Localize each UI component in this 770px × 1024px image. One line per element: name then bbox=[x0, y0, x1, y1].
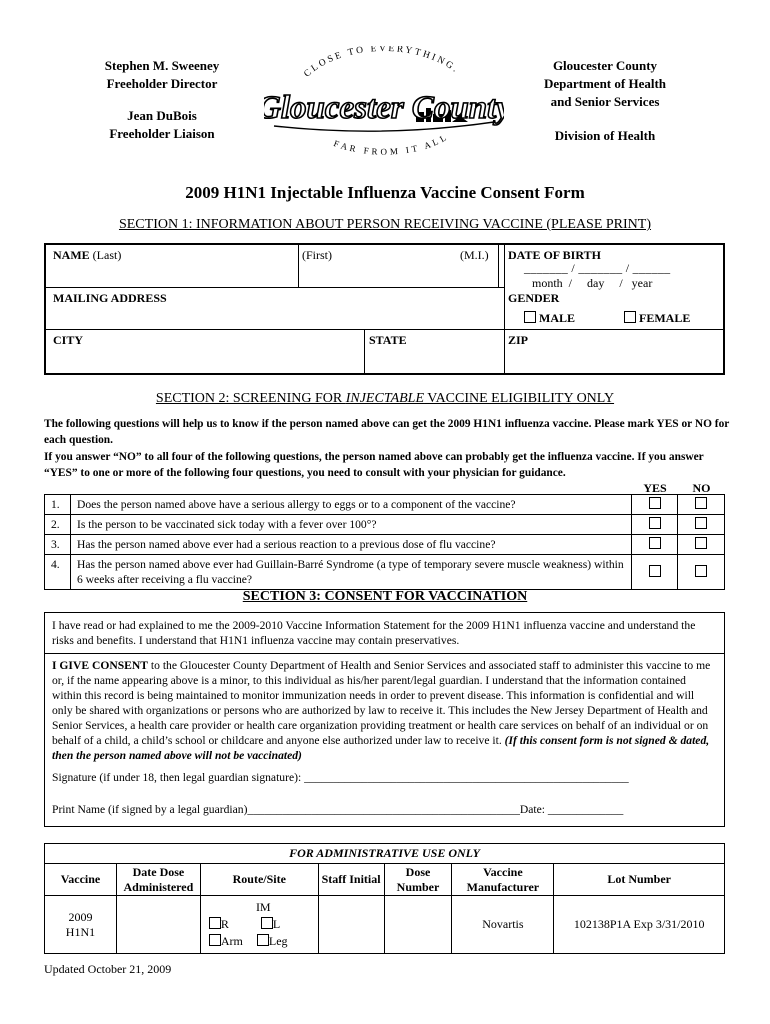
mailing-address-label: MAILING ADDRESS bbox=[53, 291, 167, 305]
name-mi-field[interactable] bbox=[460, 248, 489, 262]
name-label: NAME bbox=[53, 248, 90, 262]
admin-title: FOR ADMINISTRATIVE USE ONLY bbox=[45, 844, 725, 864]
question-row bbox=[45, 495, 725, 515]
no-cell bbox=[678, 555, 725, 590]
header-right bbox=[505, 57, 705, 145]
yes-header: YES bbox=[643, 481, 667, 495]
section2-title-em: INJECTABLE bbox=[345, 391, 425, 406]
site-arm-checkbox[interactable] bbox=[209, 934, 221, 946]
yes-cell bbox=[632, 555, 678, 590]
q3-no-checkbox[interactable] bbox=[695, 537, 707, 549]
liaison-name: Jean DuBois bbox=[127, 108, 197, 123]
section2-title-post: VACCINE ELIGIBILITY ONLY bbox=[424, 391, 615, 406]
section2-title bbox=[0, 391, 770, 407]
yes-cell bbox=[632, 515, 678, 535]
q2-no-checkbox[interactable] bbox=[695, 517, 707, 529]
male-label: MALE bbox=[539, 311, 575, 325]
female-label: FEMALE bbox=[639, 311, 691, 325]
admin-dose-cell[interactable] bbox=[384, 896, 452, 954]
gender-label: GENDER bbox=[508, 291, 560, 305]
logo-top-text: CLOSE TO EVERYTHING. bbox=[302, 46, 462, 80]
admin-header-vaccine: Vaccine bbox=[45, 864, 117, 896]
name-last-field[interactable] bbox=[53, 248, 121, 262]
question-text: Does the person named above have a serious allergy to eggs or to a component of the vaccine? bbox=[70, 495, 631, 515]
route-im: IM bbox=[255, 900, 271, 914]
q1-no-checkbox[interactable] bbox=[695, 497, 707, 509]
admin-header-staff: Staff Initial bbox=[318, 864, 384, 896]
consent-box bbox=[44, 612, 725, 827]
consent-warning: (If this consent form is not signed & dated, then the person named above will not be vaccinated) bbox=[52, 734, 710, 762]
question-number: 2. bbox=[45, 515, 71, 535]
question-number: 4. bbox=[45, 555, 71, 590]
q2-yes-checkbox[interactable] bbox=[649, 517, 661, 529]
admin-manufacturer-value: Novartis bbox=[452, 896, 554, 954]
site-arm-label: Arm bbox=[220, 934, 243, 948]
admin-lot-value: 102138P1A Exp 3/31/2010 bbox=[554, 896, 725, 954]
no-header: NO bbox=[692, 481, 711, 495]
gender-male-option[interactable] bbox=[524, 311, 575, 325]
name-first-field[interactable] bbox=[302, 248, 332, 262]
director-name: Stephen M. Sweeney bbox=[104, 58, 220, 73]
consent-bold: I GIVE CONSENT bbox=[52, 659, 148, 672]
yes-cell bbox=[632, 495, 678, 515]
no-cell bbox=[678, 535, 725, 555]
no-cell bbox=[678, 515, 725, 535]
section2-title-pre: SECTION 2: SCREENING FOR bbox=[155, 391, 346, 406]
agency-dept: Department of Health bbox=[543, 76, 667, 91]
header-left bbox=[62, 57, 262, 143]
section2-intro1: The following questions will help us to know if the person named above can get the 2009 H1N1 influenza vaccine. Please mark YES or NO for each question. bbox=[44, 418, 730, 446]
site-l-checkbox[interactable] bbox=[261, 917, 273, 929]
admin-header-date: Date Dose Administered bbox=[116, 864, 200, 896]
liaison-title: Freeholder Liaison bbox=[109, 126, 215, 141]
logo-name: Gloucester County bbox=[264, 90, 504, 126]
dob-blanks[interactable]: _______ / _______ / ______ bbox=[524, 261, 671, 275]
form-title: 2009 H1N1 Injectable Influenza Vaccine Consent Form bbox=[185, 183, 585, 202]
consent-para1: I have read or had explained to me the 2009-2010 Vaccine Information Statement for the 2009 H1N1 influenza vaccine and understand the risks and benefits. I understand that H1N1 influenza vaccine may contain preservatives. bbox=[45, 613, 724, 654]
agency-services: and Senior Services bbox=[550, 94, 660, 109]
admin-date-cell[interactable] bbox=[116, 896, 200, 954]
female-checkbox[interactable] bbox=[624, 311, 636, 323]
male-checkbox[interactable] bbox=[524, 311, 536, 323]
admin-route-cell bbox=[200, 896, 318, 954]
question-number: 3. bbox=[45, 535, 71, 555]
updated-date: Updated October 21, 2009 bbox=[44, 962, 172, 976]
logo-bottom-text: FAR FROM IT ALL bbox=[332, 131, 451, 157]
question-text: Has the person named above ever had Guillain-Barré Syndrome (a type of temporary severe muscle weakness) within 6 weeks after receiving a flu vaccine? bbox=[70, 555, 631, 590]
first-label: (First) bbox=[302, 248, 332, 262]
city-label: CITY bbox=[53, 333, 84, 347]
dob-label: DATE OF BIRTH bbox=[508, 248, 601, 262]
site-leg-checkbox[interactable] bbox=[257, 934, 269, 946]
site-l-label: L bbox=[272, 917, 281, 931]
admin-table bbox=[44, 843, 725, 954]
no-cell bbox=[678, 495, 725, 515]
admin-vaccine-value: 2009 H1N1 bbox=[45, 896, 117, 954]
section1-title: SECTION 1: INFORMATION ABOUT PERSON RECEIVING VACCINE (PLEASE PRINT) bbox=[118, 217, 652, 232]
q3-yes-checkbox[interactable] bbox=[649, 537, 661, 549]
question-text: Is the person to be vaccinated sick today with a fever over 100°? bbox=[70, 515, 631, 535]
print-name-line[interactable]: Print Name (if signed by a legal guardian)_______________________________________________Date: _____________ bbox=[52, 803, 624, 816]
signature-line[interactable]: Signature (if under 18, then legal guardian signature): ________________________________________________________ bbox=[52, 771, 629, 784]
dob-parts: month / day / year bbox=[532, 276, 653, 290]
section2-intro2: If you answer “NO” to all four of the following questions, the person named above can probably get the influenza vaccine. If you answer “YES” to one or more of the following four questions, you need to consult with your physician for guidance. bbox=[44, 451, 704, 479]
gloucester-county-logo bbox=[264, 46, 504, 166]
site-r-label: R bbox=[220, 917, 229, 931]
svg-text:CLOSE TO EVERYTHING. bbox=[302, 46, 461, 80]
zip-label: ZIP bbox=[508, 333, 529, 347]
admin-header-lot: Lot Number bbox=[554, 864, 725, 896]
question-row bbox=[45, 535, 725, 555]
admin-staff-cell[interactable] bbox=[318, 896, 384, 954]
agency-name: Gloucester County bbox=[552, 58, 658, 73]
state-label: STATE bbox=[369, 333, 407, 347]
q4-yes-checkbox[interactable] bbox=[649, 565, 661, 577]
last-label: (Last) bbox=[92, 248, 122, 262]
admin-header-route: Route/Site bbox=[200, 864, 318, 896]
consent-para2 bbox=[45, 654, 724, 767]
yes-cell bbox=[632, 535, 678, 555]
mi-label: (M.I.) bbox=[460, 248, 489, 262]
agency-division: Division of Health bbox=[554, 128, 656, 143]
site-leg-label: Leg bbox=[268, 934, 288, 948]
question-row bbox=[45, 555, 725, 590]
site-r-checkbox[interactable] bbox=[209, 917, 221, 929]
question-row bbox=[45, 515, 725, 535]
director-title: Freeholder Director bbox=[106, 76, 218, 91]
screening-questions-table bbox=[44, 494, 725, 590]
admin-header-manufacturer: Vaccine Manufacturer bbox=[452, 864, 554, 896]
gender-female-option[interactable] bbox=[624, 311, 690, 325]
section3-title: SECTION 3: CONSENT FOR VACCINATION bbox=[242, 589, 528, 604]
question-text: Has the person named above ever had a serious reaction to a previous dose of flu vaccine? bbox=[70, 535, 631, 555]
admin-header-dose: Dose Number bbox=[384, 864, 452, 896]
consent-body: to the Gloucester County Department of Health and Senior Services and associated staff to administer this vaccine to me or, if the name appearing above is a minor, to this individual as his/her parent/legal guardian. I understand that the information contained within this record is being maintained to monitor immunization needs in order to prevent disease. This information is confidential and will only be shared with organizations or persons who are authorized by law to receive it. This includes the New Jersey Department of Health and Senior Services, a health care provider or health care organization providing treatment or health care services on behalf of an individual or on behalf of a child, a child’s school or childcare and anyone else authorized under law to receive it. bbox=[52, 659, 711, 747]
question-number: 1. bbox=[45, 495, 71, 515]
section1-form bbox=[44, 243, 725, 375]
q4-no-checkbox[interactable] bbox=[695, 565, 707, 577]
q1-yes-checkbox[interactable] bbox=[649, 497, 661, 509]
